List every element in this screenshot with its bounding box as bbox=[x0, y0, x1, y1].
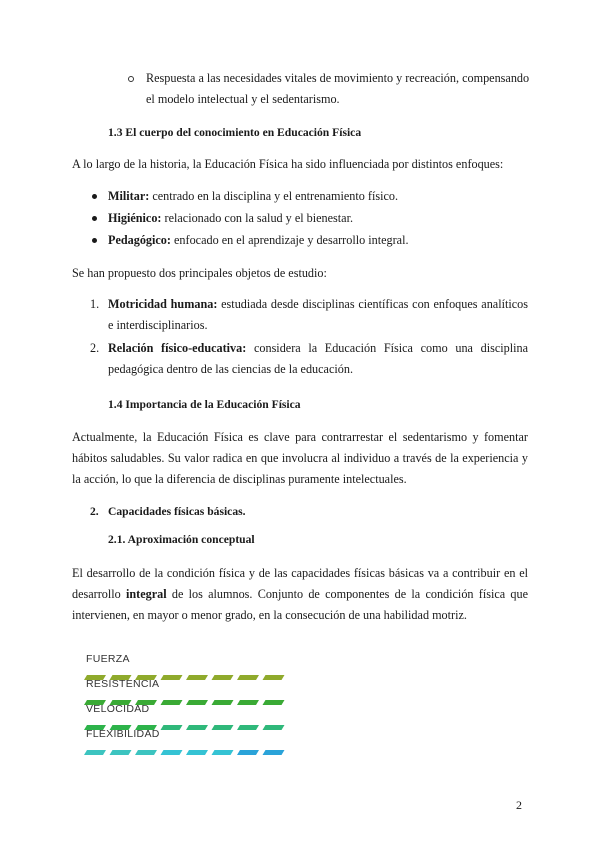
paragraph-text: de los alumnos. Conjunto de componentes de la condición física que intervienen, en mayor o menor grado, en la consecución de una habilidad motriz. bbox=[72, 587, 529, 622]
paragraph-bold: integral bbox=[126, 587, 167, 601]
bullet-term: Higiénico: bbox=[108, 211, 162, 225]
capacity-stripe-segment bbox=[263, 675, 285, 680]
capacity-stripe-row bbox=[84, 667, 288, 672]
capacity-stripe-segment bbox=[84, 750, 106, 755]
capacity-stripe-segment bbox=[212, 725, 234, 730]
capacity-stripe-segment bbox=[161, 750, 183, 755]
capacity-stripe-row bbox=[84, 742, 288, 747]
capacity-stripe-segment bbox=[110, 750, 132, 755]
capacity-stripe-segment bbox=[263, 750, 285, 755]
capacity-stripe-segment bbox=[237, 675, 259, 680]
capacity-label: VELOCIDAD bbox=[86, 703, 150, 715]
section-2-paragraph bbox=[72, 563, 528, 626]
numbered-term: Relación físico-educativa: bbox=[108, 341, 247, 355]
section-subheading-2-1: 2.1. Aproximación conceptual bbox=[108, 533, 255, 546]
numbered-item-relacion bbox=[108, 338, 528, 380]
bullet-marker bbox=[92, 238, 97, 243]
capacity-stripe-segment bbox=[186, 700, 208, 705]
capacity-stripe-segment bbox=[237, 750, 259, 755]
capacity-stripe-segment bbox=[135, 750, 157, 755]
capacities-graphic bbox=[82, 652, 282, 756]
numbered-term: Motricidad humana: bbox=[108, 297, 218, 311]
numbered-text: estudiada desde disciplinas científicas con enfoques analíticos e interdisciplinarios. bbox=[108, 297, 528, 332]
section-number-2: 2. bbox=[90, 505, 99, 518]
numbered-item-motricidad bbox=[108, 294, 528, 336]
section-1-4-paragraph: Actualmente, la Educación Física es clave para contrarrestar el sedentarismo y fomentar hábitos saludables. Su valor radica en que involucra al individuo a través de la experiencia y la acción, lo que la diferencia de disciplinas puramente intelectuales. bbox=[72, 430, 528, 486]
capacity-label: FLEXIBILIDAD bbox=[86, 728, 160, 740]
capacity-stripe-segment bbox=[161, 725, 183, 730]
capacity-stripe-segment bbox=[212, 700, 234, 705]
capacity-stripe-segment bbox=[237, 700, 259, 705]
bullet-term: Pedagógico: bbox=[108, 233, 171, 247]
capacity-stripe-segment bbox=[161, 700, 183, 705]
capacity-stripe-segment bbox=[161, 675, 183, 680]
capacity-stripe-segment bbox=[186, 725, 208, 730]
capacity-stripe-segment bbox=[212, 750, 234, 755]
capacity-label: RESISTENCIA bbox=[86, 678, 160, 690]
sub-bullet-marker bbox=[128, 76, 134, 82]
sub-bullet-text: Respuesta a las necesidades vitales de movimiento y recreación, compensando el modelo intelectual y el sedentarismo. bbox=[146, 71, 530, 106]
section-heading-2: Capacidades físicas básicas. bbox=[108, 505, 246, 518]
capacity-stripe-segment bbox=[237, 725, 259, 730]
capacity-stripe-row bbox=[84, 717, 288, 722]
numbered-text: considera la Educación Física como una disciplina pedagógica dentro de las ciencias de la educación. bbox=[108, 341, 528, 376]
capacity-stripe-svg bbox=[84, 750, 288, 755]
bullet-marker bbox=[92, 194, 97, 199]
bullet-text: relacionado con la salud y el bienestar. bbox=[161, 211, 354, 225]
list-number: 2. bbox=[90, 341, 100, 355]
bullet-item-pedagogico bbox=[108, 230, 528, 251]
page-number: 2 bbox=[516, 798, 522, 812]
bullet-item-higienico bbox=[108, 208, 528, 229]
list-number: 1. bbox=[90, 297, 100, 311]
capacity-stripe-segment bbox=[263, 725, 285, 730]
paragraph-text: El desarrollo de la condición física y de las capacidades físicas básicas va a contribuir en el desarrollo bbox=[72, 566, 528, 601]
capacity-stripe-segment bbox=[186, 750, 208, 755]
bullet-text: enfocado en el aprendizaje y desarrollo integral. bbox=[170, 233, 409, 247]
bullet-item-militar bbox=[108, 186, 528, 207]
capacity-label: FUERZA bbox=[86, 653, 130, 665]
capacity-stripe-segment bbox=[263, 700, 285, 705]
section-1-3-intro: A lo largo de la historia, la Educación Física ha sido influenciada por distintos enfoques: bbox=[72, 157, 504, 171]
bullet-marker bbox=[92, 216, 97, 221]
section-1-3-intro-2: Se han propuesto dos principales objetos de estudio: bbox=[72, 266, 327, 280]
section-heading-1-3: 1.3 El cuerpo del conocimiento en Educación Física bbox=[108, 126, 362, 139]
section-heading-1-4: 1.4 Importancia de la Educación Física bbox=[108, 398, 301, 411]
bullet-term: Militar: bbox=[108, 189, 150, 203]
capacity-stripe-segment bbox=[212, 675, 234, 680]
bullet-text: centrado en la disciplina y el entrenamiento físico. bbox=[149, 189, 399, 203]
capacity-stripe-row bbox=[84, 692, 288, 697]
capacity-stripe-segment bbox=[186, 675, 208, 680]
